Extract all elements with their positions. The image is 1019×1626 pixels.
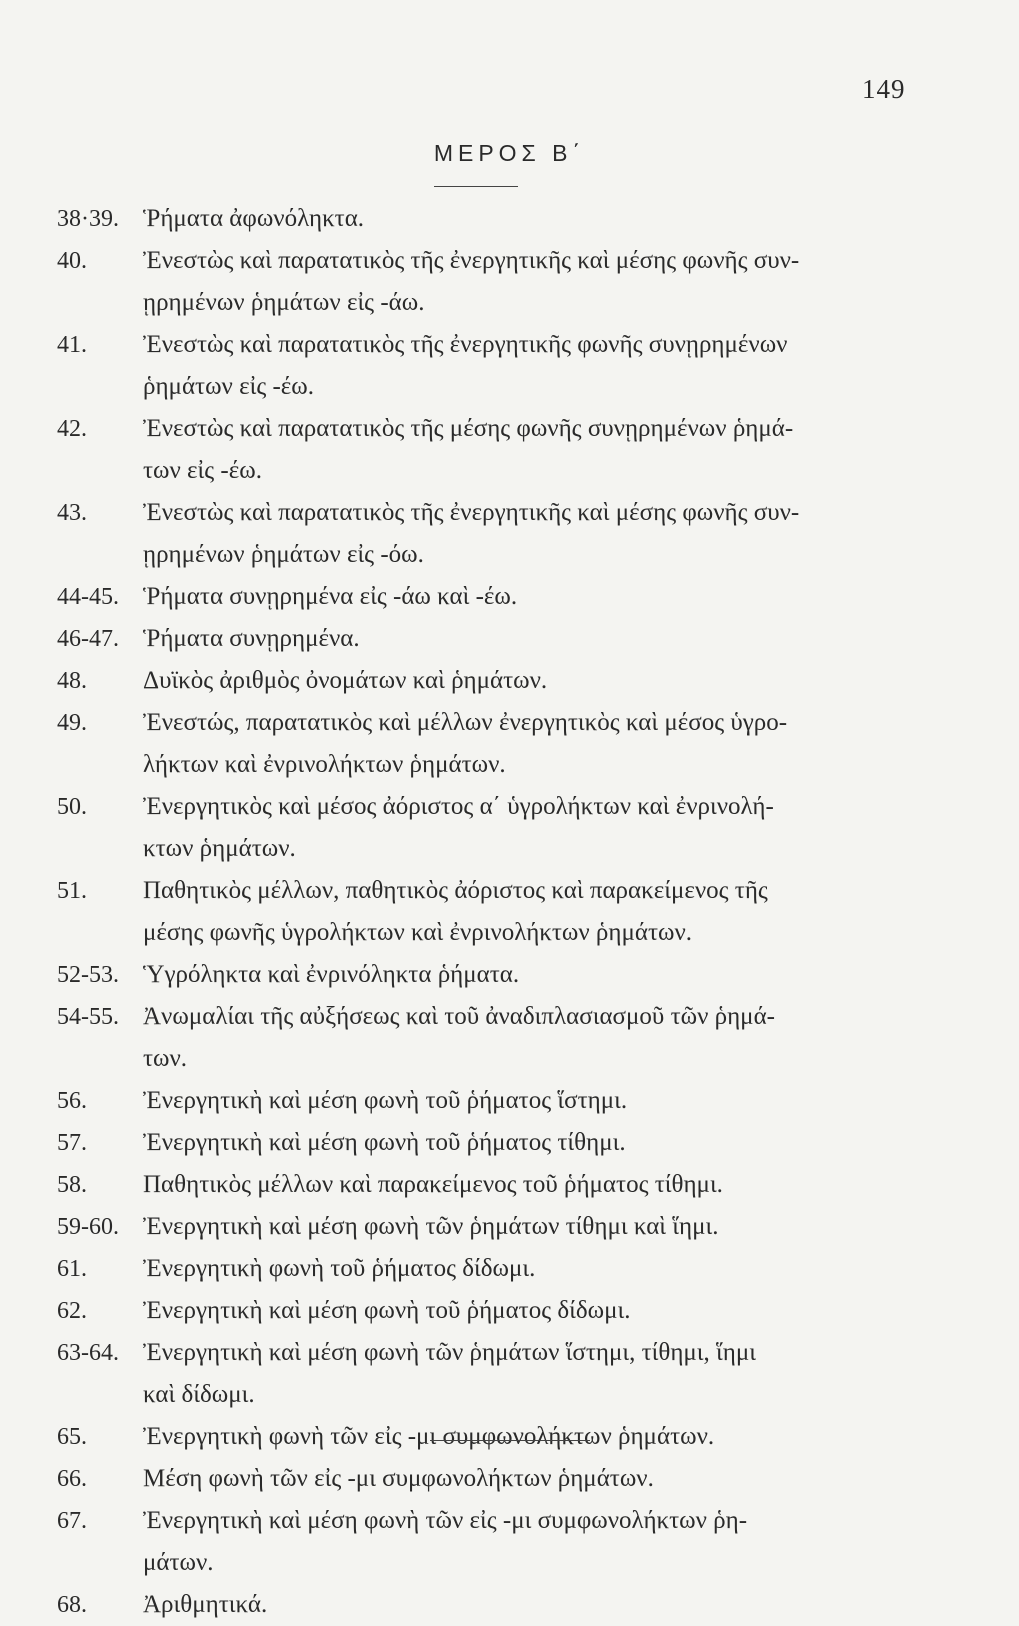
entry-number: 50.: [57, 794, 87, 820]
entry-title-continuation: μέσης φωνῆς ὑγρολήκτων καὶ ἐνρινολήκτων ῥημάτων.: [143, 919, 693, 946]
entry-title: Ἐνεργητικὸς καὶ μέσος ἀόριστος α΄ ὑγρολήκτων καὶ ἐνρινολή-: [143, 793, 774, 820]
entry-title: Ἀριθμητικά.: [143, 1591, 268, 1618]
entry-number: 61.: [57, 1256, 87, 1282]
entry-title: Παθητικὸς μέλλων καὶ παρακείμενος τοῦ ῥήματος τίθημι.: [143, 1171, 723, 1198]
entry-title: Ἀνωμαλίαι τῆς αὐξήσεως καὶ τοῦ ἀναδιπλασιασμοῦ τῶν ῥημά-: [143, 1003, 775, 1030]
toc-entry: [0, 240, 1019, 324]
title-rule: [434, 186, 518, 187]
entry-number: 63-64.: [57, 1340, 119, 1366]
entry-title-continuation: ῃρημένων ῥημάτων εἰς -άω.: [143, 289, 425, 316]
entry-title: Ῥήματα συνῃρημένα εἰς -άω καὶ -έω.: [143, 583, 518, 610]
entry-title: Ἐνεστὼς καὶ παρατατικὸς τῆς μέσης φωνῆς συνῃρημένων ῥημά-: [143, 415, 794, 442]
entry-title: Ῥήματα ἀφωνόληκτα.: [143, 205, 365, 232]
toc-entry: [0, 954, 1019, 996]
page-number: 149: [862, 74, 906, 104]
toc-entry: [0, 1332, 1019, 1416]
entry-number: 41.: [57, 332, 87, 358]
toc-entry: [0, 996, 1019, 1080]
entry-title-continuation: των εἰς -έω.: [143, 457, 262, 484]
toc-entry: [0, 1416, 1019, 1458]
entry-title: Ἐνεργητικὴ καὶ μέση φωνὴ τοῦ ῥήματος δίδωμι.: [143, 1297, 631, 1324]
entry-number: 51.: [57, 878, 87, 904]
entry-title: Ἐνεστώς, παρατατικὸς καὶ μέλλων ἐνεργητικὸς καὶ μέσος ὑγρο-: [143, 709, 788, 736]
toc-entry: [0, 1248, 1019, 1290]
entry-title-continuation: λήκτων καὶ ἐνρινολήκτων ῥημάτων.: [143, 751, 506, 778]
entry-title: Μέση φωνὴ τῶν εἰς -μι συμφωνολήκτων ῥημάτων.: [143, 1465, 654, 1492]
toc-entry: [0, 1206, 1019, 1248]
toc-entry: [0, 870, 1019, 954]
entry-title: Ἐνεργητικὴ καὶ μέση φωνὴ τῶν εἰς -μι συμφωνολήκτων ῥη-: [143, 1507, 748, 1534]
toc-entry: [0, 324, 1019, 408]
entry-number: 57.: [57, 1130, 87, 1156]
entry-title-continuation: ῥημάτων εἰς -έω.: [143, 373, 315, 400]
entry-number: 67.: [57, 1508, 87, 1534]
entry-title: Ἐνεργητικὴ καὶ μέση φωνὴ τοῦ ῥήματος ἵστημι.: [143, 1087, 628, 1114]
toc-entry: [0, 1584, 1019, 1626]
toc-entry: [0, 1164, 1019, 1206]
entry-title-continuation: καὶ δίδωμι.: [143, 1381, 255, 1408]
entry-title: Παθητικὸς μέλλων, παθητικὸς ἀόριστος καὶ παρακείμενος τῆς: [143, 877, 768, 904]
entry-number: 59-60.: [57, 1214, 119, 1240]
toc-entry: [0, 618, 1019, 660]
entry-title-continuation: μάτων.: [143, 1549, 214, 1576]
toc-entry: [0, 576, 1019, 618]
entry-number: 62.: [57, 1298, 87, 1324]
entry-title: Ἐνεργητικὴ καὶ μέση φωνὴ τοῦ ῥήματος τίθημι.: [143, 1129, 626, 1156]
entry-number: 46-47.: [57, 626, 119, 652]
entry-number: 65.: [57, 1424, 87, 1450]
entry-number: 48.: [57, 668, 87, 694]
toc-entry: [0, 1290, 1019, 1332]
toc-entry: [0, 1122, 1019, 1164]
entry-number: 66.: [57, 1466, 87, 1492]
entry-title: Δυϊκὸς ἀριθμὸς ὀνομάτων καὶ ῥημάτων.: [143, 667, 548, 694]
toc-entry: [0, 198, 1019, 240]
toc-entry: [0, 660, 1019, 702]
entry-number: 38·39.: [57, 206, 119, 232]
entry-title-continuation: κτων ῥημάτων.: [143, 835, 296, 862]
bottom-rule: [430, 1440, 590, 1441]
entry-number: 54-55.: [57, 1004, 119, 1030]
entry-title: Ἐνεστὼς καὶ παρατατικὸς τῆς ἐνεργητικῆς καὶ μέσης φωνῆς συν-: [143, 499, 800, 526]
entry-number: 58.: [57, 1172, 87, 1198]
entry-number: 52-53.: [57, 962, 119, 988]
entry-title: Ἐνεστὼς καὶ παρατατικὸς τῆς ἐνεργητικῆς καὶ μέσης φωνῆς συν-: [143, 247, 800, 274]
entry-number: 40.: [57, 248, 87, 274]
entry-title: Ἐνεργητικὴ φωνὴ τῶν εἰς -μι συμφωνολήκτων ῥημάτων.: [143, 1423, 715, 1450]
entry-number: 42.: [57, 416, 87, 442]
entry-title: Ἐνεργητικὴ φωνὴ τοῦ ῥήματος δίδωμι.: [143, 1255, 536, 1282]
entry-number: 56.: [57, 1088, 87, 1114]
toc-entry: [0, 1080, 1019, 1122]
toc-entry: [0, 408, 1019, 492]
entry-title-continuation: των.: [143, 1045, 188, 1072]
part-title: ΜΕΡΟΣ Β΄: [433, 140, 586, 166]
entry-title: Ῥήματα συνῃρημένα.: [143, 625, 360, 652]
entry-title: Ἐνεργητικὴ καὶ μέση φωνὴ τῶν ῥημάτων ἵστημι, τίθημι, ἵημι: [143, 1339, 756, 1366]
toc-entry: [0, 786, 1019, 870]
entry-title: Ὑγρόληκτα καὶ ἐνρινόληκτα ῥήματα.: [143, 961, 520, 988]
entry-title: Ἐνεργητικὴ καὶ μέση φωνὴ τῶν ῥημάτων τίθημι καὶ ἵημι.: [143, 1213, 719, 1240]
entry-number: 49.: [57, 710, 87, 736]
entry-title: Ἐνεστὼς καὶ παρατατικὸς τῆς ἐνεργητικῆς φωνῆς συνῃρημένων: [143, 331, 788, 358]
entry-number: 68.: [57, 1592, 87, 1618]
entry-number: 44-45.: [57, 584, 119, 610]
entry-number: 43.: [57, 500, 87, 526]
table-of-contents: [0, 198, 1019, 1626]
toc-entry: [0, 492, 1019, 576]
toc-entry: [0, 702, 1019, 786]
toc-entry: [0, 1458, 1019, 1500]
entry-title-continuation: ῃρημένων ῥημάτων εἰς -όω.: [143, 541, 424, 568]
toc-entry: [0, 1500, 1019, 1584]
